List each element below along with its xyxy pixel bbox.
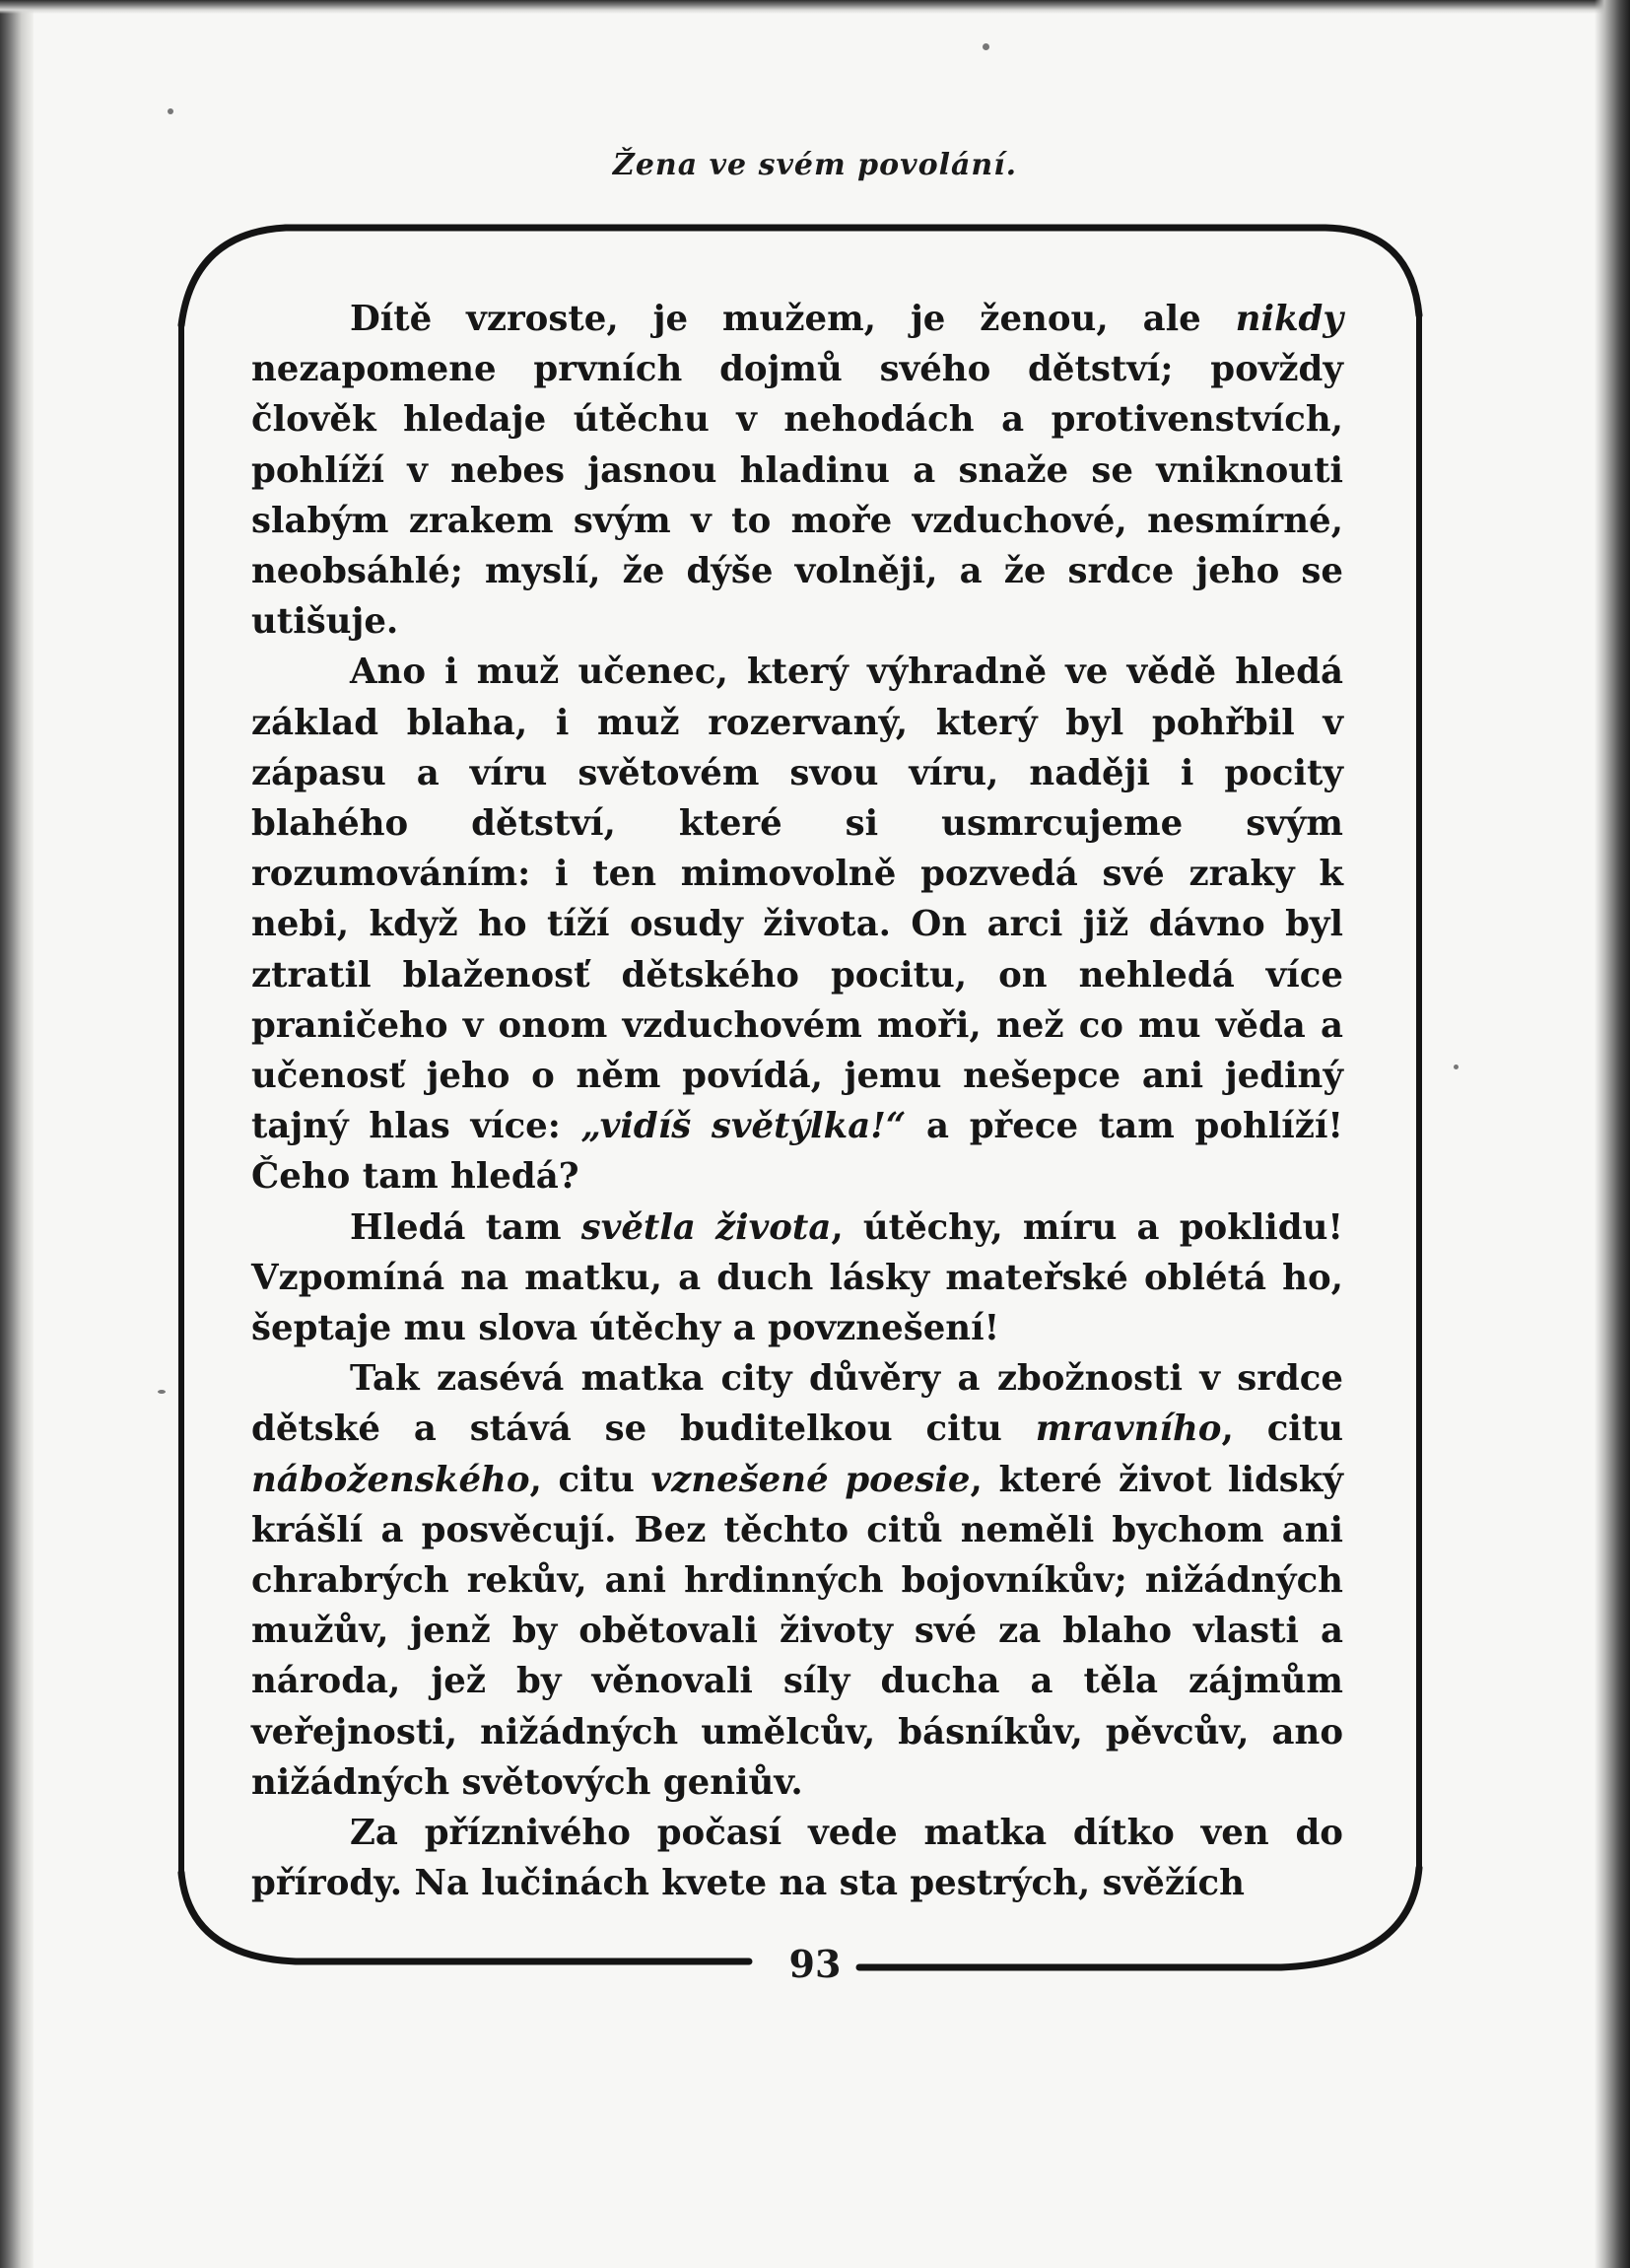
emphasis-text: mravního — [1035, 1409, 1222, 1450]
emphasis-text: nikdy — [1235, 299, 1343, 339]
scan-speck — [983, 43, 989, 50]
text-run: Dítě vzroste, je mužem, je ženou, ale — [350, 299, 1236, 339]
paragraph — [251, 1353, 1343, 1808]
running-head: Žena ve svém povolání. — [612, 148, 1018, 182]
text-run: Hledá tam — [350, 1206, 581, 1248]
emphasis-text: náboženského — [251, 1459, 530, 1500]
emphasis-text: světla života — [580, 1206, 832, 1248]
text-run: Ano i muž učenec, který výhradně ve vědě hledá základ blaha, i muž rozervaný, který byl pohřbil v zápasu a víru světovém svou víru, naději i pocity blahého dětství, které si usmrcujeme svým rozumováním: i ten mimovolně pozvedá své zraky k nebi, když ho tíží osudy života. On arci již dávno byl ztratil blaženosť dětského pocitu, on nehledá více praničeho v onom vzduchovém moři, než co mu věda a učenosť jeho o něm povídá, jemu nešepce ani jediný tajný hlas více: — [251, 652, 1343, 1147]
text-run: Za příznivého počasí vede matka dítko ven do přírody. Na lučinách kvete na sta pestrých, svěžích — [251, 1813, 1343, 1904]
paragraph — [251, 1808, 1343, 1908]
emphasis-text: vznešené poesie — [650, 1459, 971, 1500]
page-number: 93 — [788, 1942, 842, 1986]
text-run: , které život lidský krášlí a posvěcují. Bez těchto citů neměli bychom ani chrabrých rekův, ani hrdinných bojovníkův; nižádných mužův, jenž by obětovali životy své za blaho vlasti a národa, jež by věnovali síly ducha a těla zájmům veřejnosti, nižádných umělcův, básníkův, pěvcův, ano nižádných světových geniův. — [251, 1459, 1344, 1803]
text-run: , citu — [1221, 1409, 1344, 1450]
scan-speck — [1454, 1065, 1459, 1069]
text-run: Tak zasévá matka city důvěry a zbožnosti v srdce dětské a stává se buditelkou citu — [251, 1358, 1343, 1450]
scan-edge-left — [0, 0, 34, 2268]
text-run: , útěchy, míru a poklidu! Vzpomíná na matku, a duch lásky mateřské oblétá ho, šeptaje mu slova útěchy a povznešení! — [251, 1206, 1344, 1349]
scan-edge-right — [1595, 0, 1630, 2268]
paragraph — [251, 1203, 1343, 1354]
paragraph — [251, 647, 1343, 1202]
text-run: , citu — [529, 1459, 651, 1500]
scan-edge-top — [0, 0, 1630, 14]
body-text — [251, 294, 1343, 1909]
text-run: a přece tam pohlíží! Čeho tam hledá? — [251, 1106, 1344, 1198]
scan-speck — [158, 1390, 166, 1394]
emphasis-text: „vidíš světýlka!“ — [580, 1106, 907, 1147]
paragraph — [251, 294, 1343, 647]
scan-speck — [168, 108, 173, 114]
text-run: nezapomene prvních dojmů svého dětství; povždy člověk hledaje útěchu v nehodách a protivenstvích, pohlíží v nebes jasnou hladinu a snaže se vniknouti slabým zrakem svým v to moře vzduchové, nesmírné, neobsáhlé; myslí, že dýše volněji, a že srdce jeho se utišuje. — [251, 349, 1343, 643]
